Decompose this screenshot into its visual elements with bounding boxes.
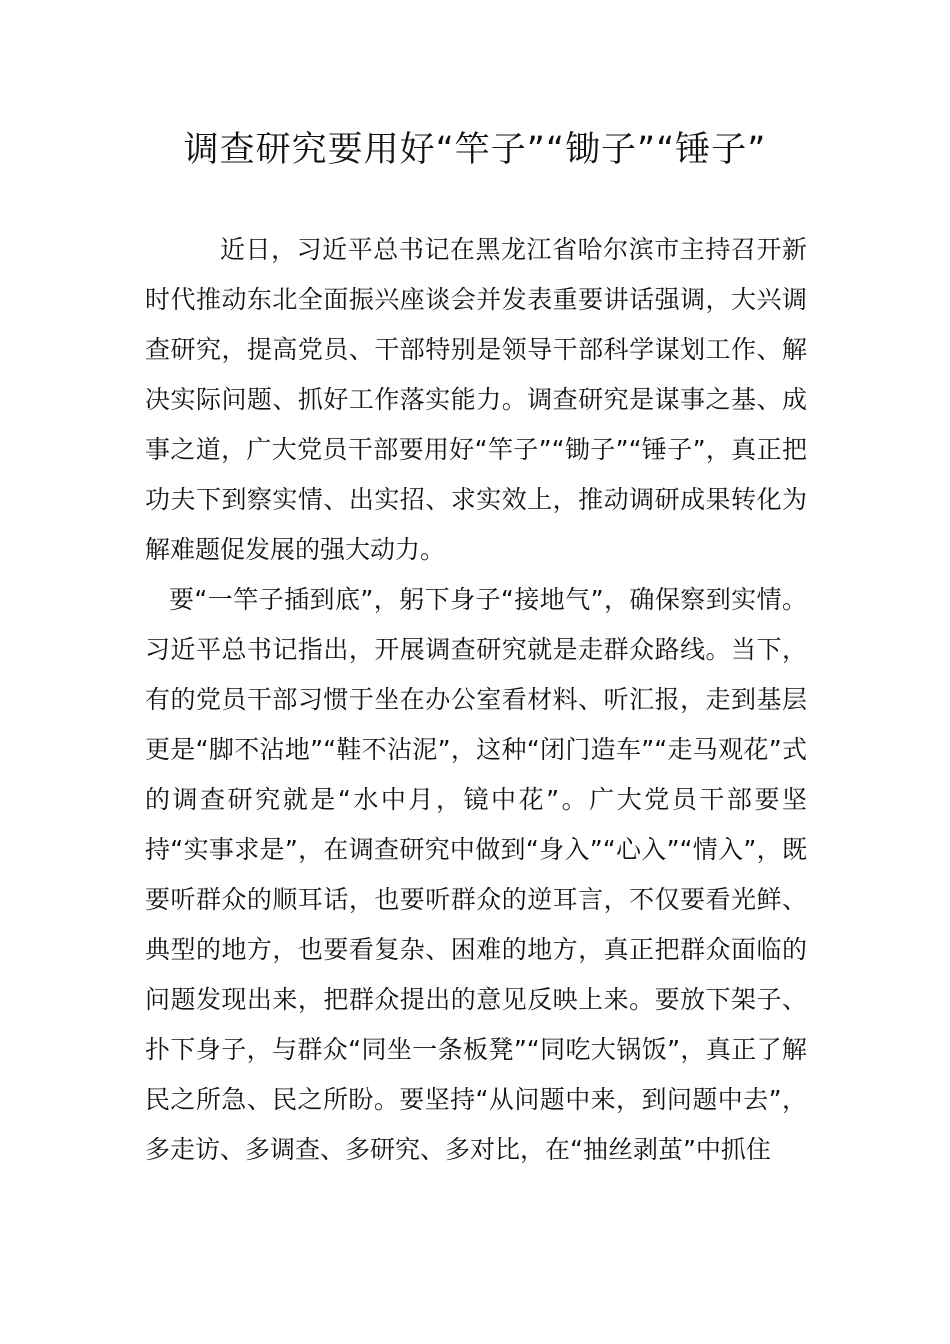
document-title: 调查研究要用好“竿子”“锄子”“锤子” bbox=[183, 130, 767, 170]
paragraph-2: 要“一竿子插到底”，躬下身子“接地气”，确保察到实情。习近平总书记指出，开展调查研究就是走群众路线。当下，有的党员干部习惯于坐在办公室看材料、听汇报，走到基层更是“脚不沾地”“鞋不沾泥”，这种“闭门造车”“走马观花”式的调查研究就是“水中月，镜中花”。广大党员干部要坚持“实事求是”，在调查研究中做到“身入”“心入”“情入”，既要听群众的顺耳话，也要听群众的逆耳言，不仅要看光鲜、典型的地方，也要看复杂、困难的地方，真正把群众面临的问题发现出来，把群众提出的意见反映上来。要放下架子、扑下身子，与群众“同坐一条板凳”“同吃大锅饭”，真正了解民之所急、民之所盼。要坚持“从问题中来，到问题中去”，多走访、多调查、多研究、多对比，在“抽丝剥茧”中抓住 bbox=[145, 585, 807, 1164]
document-body bbox=[145, 225, 807, 1175]
paragraph-1: 近日，习近平总书记在黑龙江省哈尔滨市主持召开新时代推动东北全面振兴座谈会并发表重要讲话强调，大兴调查研究，提高党员、干部特别是领导干部科学谋划工作、解决实际问题、抓好工作落实能力。调查研究是谋事之基、成事之道，广大党员干部要用好“竿子”“锄子”“锤子”，真正把功夫下到察实情、出实招、求实效上，推动调研成果转化为解难题促发展的强大动力。 bbox=[145, 235, 807, 564]
